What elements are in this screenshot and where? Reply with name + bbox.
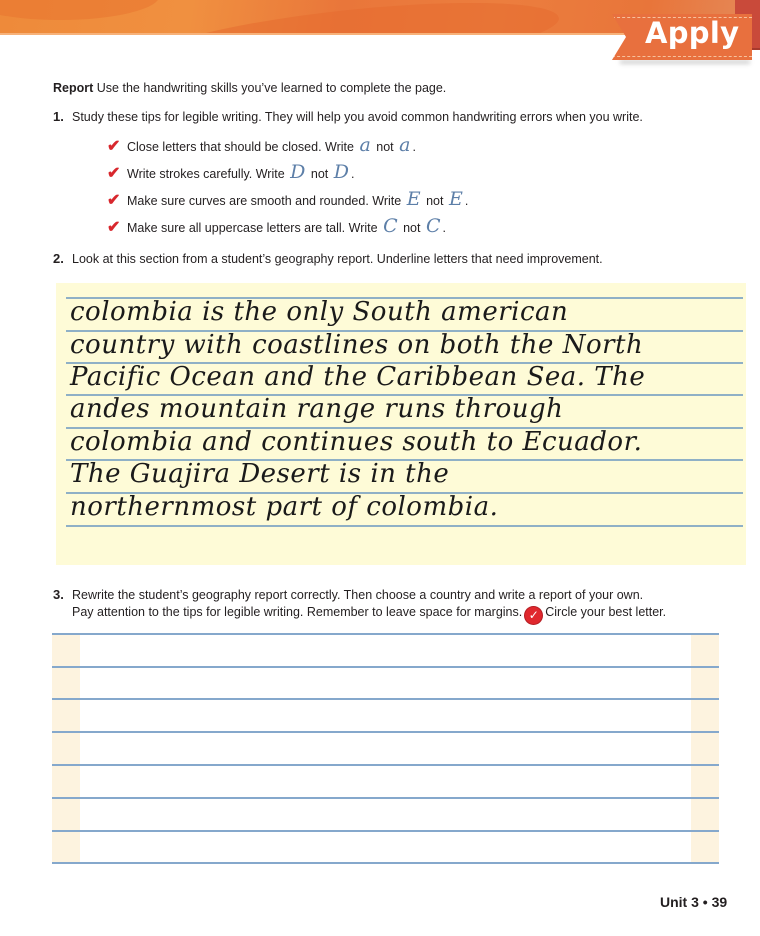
writing-line[interactable] <box>52 666 719 668</box>
writing-line[interactable] <box>52 731 719 733</box>
writing-line[interactable] <box>52 797 719 799</box>
tip-item: ✔ Make sure curves are smooth and rounded. Write E not E . <box>107 188 469 210</box>
good-letter-example: D <box>290 161 306 183</box>
bad-letter-example: a <box>399 134 411 156</box>
step-number: 2. <box>53 251 64 266</box>
writing-line[interactable] <box>52 633 719 635</box>
intro-lead: Report <box>53 81 94 95</box>
writing-line[interactable] <box>52 830 719 832</box>
tip-item: ✔ Write strokes carefully. Write D not D . <box>107 161 355 183</box>
bad-letter-example: D <box>333 161 349 183</box>
check-icon: ✔ <box>107 219 121 236</box>
right-margin-strip <box>691 635 719 863</box>
good-letter-example: a <box>359 134 371 156</box>
good-letter-example: E <box>406 188 421 210</box>
handwriting-line[interactable]: country with coastlines on both the North <box>70 330 644 360</box>
handwriting-line[interactable]: Pacific Ocean and the Caribbean Sea. The <box>70 362 646 392</box>
check-badge-icon: ✓ <box>525 607 542 624</box>
page-number: Unit 3 • 39 <box>660 894 728 910</box>
step-number: 3. <box>53 587 64 602</box>
handwriting-line[interactable]: northernmost part of colombia. <box>70 492 499 522</box>
good-letter-example: C <box>383 215 398 237</box>
check-icon: ✔ <box>107 138 121 155</box>
tip-item: ✔ Close letters that should be closed. Write a not a . <box>107 134 416 156</box>
writing-line[interactable] <box>52 764 719 766</box>
step3-line2-end: Circle your best letter. <box>545 605 667 619</box>
step3-line1: Rewrite the student’s geography report correctly. Then choose a country and write a report of your own. <box>72 588 644 602</box>
ribbon-shadow <box>620 60 750 64</box>
handwriting-line[interactable]: colombia is the only South american <box>70 297 569 327</box>
step3-instruction <box>53 587 643 603</box>
intro-text: Use the handwriting skills you’ve learned to complete the page. <box>96 81 447 95</box>
header-decoration <box>0 0 160 20</box>
bad-letter-example: E <box>448 188 463 210</box>
intro <box>53 80 446 96</box>
check-icon: ✔ <box>107 165 121 182</box>
left-margin-strip <box>52 635 80 863</box>
step2-text: Look at this section from a student’s geography report. Underline letters that need improvement. <box>72 252 603 266</box>
handwriting-line[interactable]: colombia and continues south to Ecuador. <box>70 427 643 457</box>
step3-line2: Pay attention to the tips for legible writing. Remember to leave space for margins. <box>72 605 523 619</box>
writing-line[interactable] <box>52 698 719 700</box>
bad-letter-example: C <box>425 215 441 237</box>
tip-item: ✔ Make sure all uppercase letters are tall. Write C not C . <box>107 215 446 237</box>
ruled-line <box>66 525 743 527</box>
step1-instruction <box>53 109 643 125</box>
step-number: 1. <box>53 109 64 124</box>
step3-instruction-cont <box>72 604 666 624</box>
header-decoration <box>138 0 562 35</box>
check-icon: ✔ <box>107 192 121 209</box>
apply-label: Apply <box>645 16 740 50</box>
writing-area[interactable] <box>52 633 719 863</box>
step2-instruction <box>53 251 603 267</box>
handwriting-line[interactable]: The Guajira Desert is in the <box>70 459 450 489</box>
writing-line[interactable] <box>52 862 719 864</box>
step1-text: Study these tips for legible writing. They will help you avoid common handwriting errors when you write. <box>72 110 643 124</box>
handwriting-line[interactable]: andes mountain range runs through <box>70 394 564 424</box>
